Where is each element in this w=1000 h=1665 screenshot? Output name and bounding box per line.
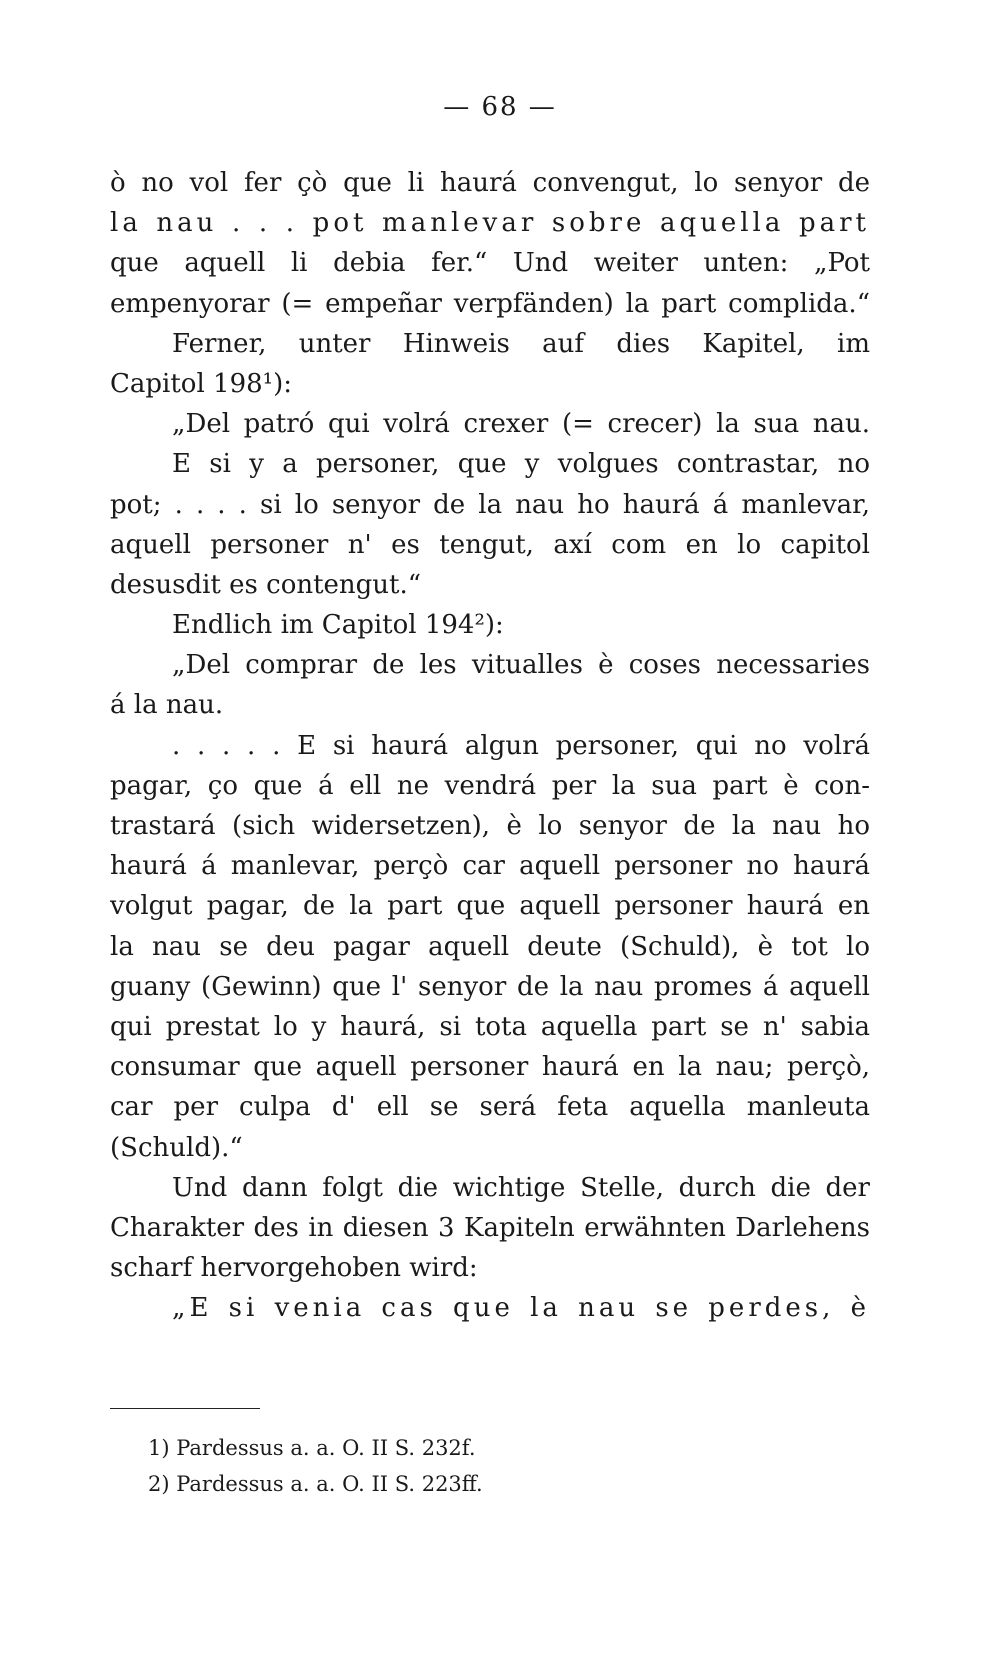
text-line: qui prestat lo y haurá, si tota aquella part se n' sabia [110,1011,870,1042]
text-line: guany (Gewinn) que l' senyor de la nau promes á aquell [110,971,870,1002]
text-line: „E si venia cas que la nau se perdes, è [172,1293,870,1324]
page-number: — 68 — [443,92,557,122]
text-line: volgut pagar, de la part que aquell personer haurá en [110,891,870,922]
text-line: (Schuld).“ [110,1132,243,1163]
body-text [110,163,870,1328]
text-line: car per culpa d' ell se será feta aquella manleuta [110,1092,870,1123]
text-line: ò no vol fer çò que li haurá convengut, lo senyor de [110,168,870,198]
text-line: pot; . . . . si lo senyor de la nau ho haurá á manlevar, [110,489,870,520]
text-line: Ferner, unter Hinweis auf dies Kapitel, im [172,328,870,359]
text-line: la nau . . . pot manlevar sobre aquella part [110,208,870,239]
text-line: que aquell li debia fer.“ Und weiter unten: „Pot [110,248,870,279]
text-line: haurá á manlevar, perçò car aquell personer no haurá [110,851,870,882]
text-line: „Del comprar de les vitualles è coses necessaries [172,650,870,681]
text-line: Charakter des in diesen 3 Kapiteln erwähnten Darlehens [110,1212,870,1243]
text-line: pagar, ço que á ell ne vendrá per la sua part è con- [110,770,870,801]
text-line: Capitol 198¹): [110,368,292,399]
text-line: empenyorar (= empeñar verpfänden) la part complida.“ [110,288,870,319]
text-line: consumar que aquell personer haurá en la nau; perçò, [110,1052,870,1083]
footnote-divider [110,1408,260,1409]
text-line: á la nau. [110,690,224,721]
text-line: trastará (sich widersetzen), è lo senyor de la nau ho [110,811,870,841]
text-line: E si y a personer, que y volgues contrastar, no [172,449,870,480]
footnote-2: 2) Pardessus a. a. O. II S. 223ff. [148,1472,483,1496]
footnotes [148,1430,483,1502]
text-line: scharf hervorgehoben wird: [110,1253,478,1284]
footnote-1: 1) Pardessus a. a. O. II S. 232f. [148,1436,476,1460]
text-line: . . . . . E si haurá algun personer, qui no volrá [172,730,870,761]
text-line: „Del patró qui volrá crexer (= crecer) la sua nau. [172,409,870,440]
text-line: desusdit es contengut.“ [110,569,422,600]
text-line: Und dann folgt die wichtige Stelle, durch die der [172,1172,870,1203]
text-line: aquell personer n' es tengut, axí com en lo capitol [110,529,870,560]
text-line: la nau se deu pagar aquell deute (Schuld), è tot lo [110,931,870,962]
text-line: Endlich im Capitol 194²): [172,610,504,641]
